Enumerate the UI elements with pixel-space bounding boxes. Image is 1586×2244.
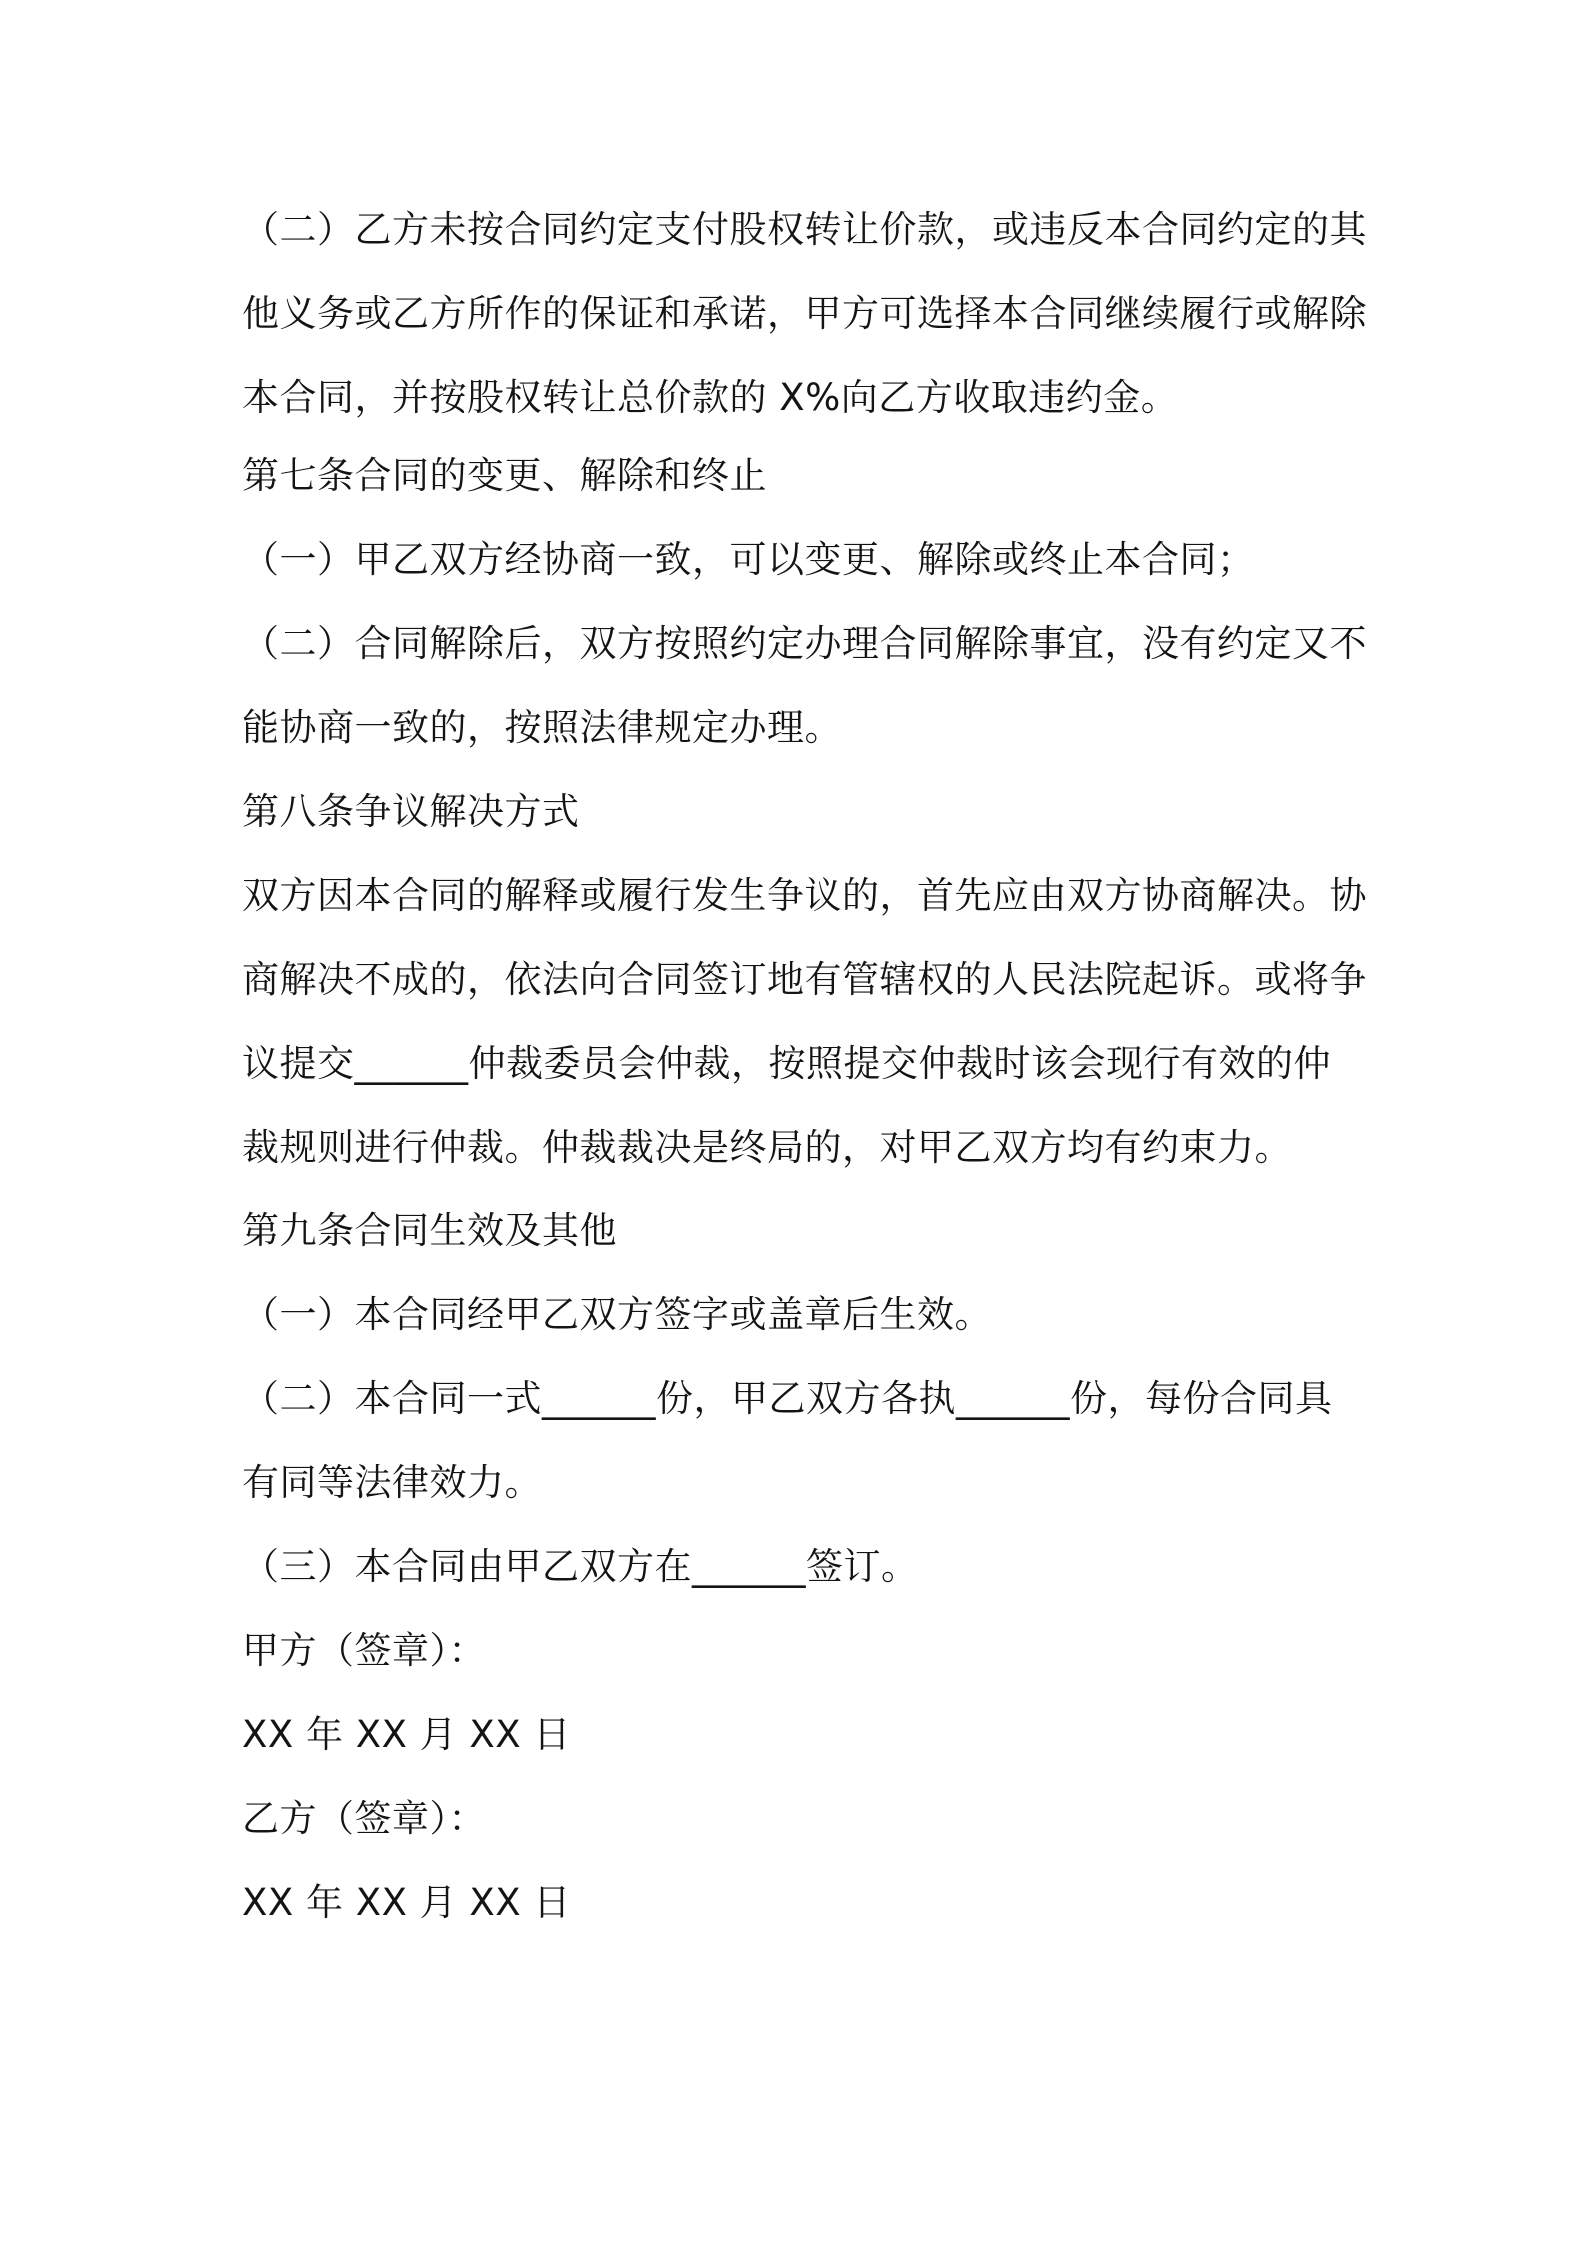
article-8-line-1: 双方因本合同的解释或履行发生争议的，首先应由双方协商解决。协 (242, 874, 1367, 917)
clause-6-2-line-3: 本合同，并按股权转让总价款的 X%向乙方收取违约金。 (242, 376, 1179, 419)
clause-9-3: （三）本合同由甲乙双方在______签订。 (242, 1545, 919, 1588)
clause-9-2-line-1: （二）本合同一式______份，甲乙双方各执______份，每份合同具 (242, 1377, 1333, 1420)
party-a-signature: 甲方（签章）： (242, 1629, 486, 1672)
clause-7-2-line-2: 能协商一致的，按照法律规定办理。 (242, 706, 842, 749)
article-8-line-2: 商解决不成的，依法向合同签订地有管辖权的人民法院起诉。或将争 (242, 958, 1367, 1001)
clause-7-1: （一）甲乙双方经协商一致，可以变更、解除或终止本合同； (242, 538, 1255, 581)
article-7-heading: 第七条合同的变更、解除和终止 (242, 454, 767, 497)
party-a-date: XX 年 XX 月 XX 日 (242, 1713, 571, 1756)
clause-6-2-line-2: 他义务或乙方所作的保证和承诺，甲方可选择本合同继续履行或解除 (242, 292, 1367, 335)
article-9-heading: 第九条合同生效及其他 (242, 1209, 617, 1252)
clause-9-1: （一）本合同经甲乙双方签字或盖章后生效。 (242, 1293, 992, 1336)
article-8-line-4: 裁规则进行仲裁。仲裁裁决是终局的，对甲乙双方均有约束力。 (242, 1126, 1292, 1169)
party-b-signature: 乙方（签章）： (242, 1797, 486, 1840)
clause-9-2-line-2: 有同等法律效力。 (242, 1461, 542, 1504)
party-b-date: XX 年 XX 月 XX 日 (242, 1881, 571, 1924)
clause-7-2-line-1: （二）合同解除后，双方按照约定办理合同解除事宜，没有约定又不 (242, 622, 1367, 665)
clause-6-2-line-1: （二）乙方未按合同约定支付股权转让价款，或违反本合同约定的其 (242, 208, 1367, 251)
article-8-heading: 第八条争议解决方式 (242, 790, 580, 833)
article-8-line-3: 议提交______仲裁委员会仲裁，按照提交仲裁时该会现行有效的仲 (242, 1042, 1331, 1085)
